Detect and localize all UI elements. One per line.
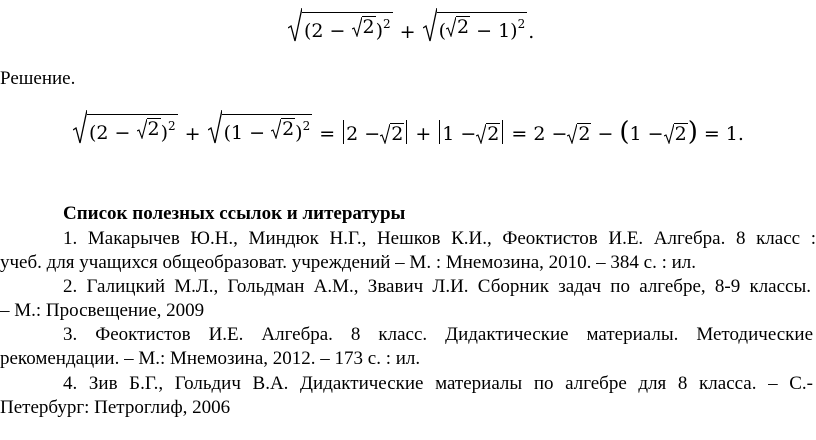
term-f-text: 1 − — [629, 123, 664, 145]
term-2-radicand: 2 — [457, 16, 470, 38]
sqrt-term-2 — [423, 8, 528, 42]
term-f-radicand: 2 — [674, 123, 687, 145]
sqrt-term-a — [73, 110, 178, 144]
radical-sign-icon — [208, 110, 222, 144]
sqrt-term-b — [208, 110, 313, 144]
solution-label: Решение. — [0, 68, 76, 89]
abs-d-text: 1 − — [442, 123, 477, 145]
ref-3-line-2: рекомендации. – М.: Мнемозина, 2012. – 173 с. : ил. — [0, 348, 421, 369]
radical-sign-icon — [423, 8, 437, 42]
term-e-text: 2 − — [533, 123, 568, 145]
period: . — [528, 21, 535, 43]
radical-sign-icon — [271, 119, 281, 139]
close-paren-icon: ) — [687, 116, 698, 147]
term-b-close: ) — [295, 122, 303, 144]
abs-d-radicand: 2 — [487, 123, 500, 145]
abs-c-radicand: 2 — [391, 123, 404, 145]
radical-sign-icon — [137, 119, 147, 139]
inner-sqrt — [380, 123, 404, 144]
minus-sign: − — [597, 123, 614, 145]
equals-sign: = — [319, 123, 336, 145]
term-1-radicand: 2 — [362, 16, 375, 38]
abs-c-text: 2 − — [346, 123, 381, 145]
inner-sqrt — [567, 123, 591, 144]
inner-sqrt — [664, 123, 688, 144]
term-b-radicand: 2 — [282, 118, 295, 140]
solution-expression — [72, 110, 744, 147]
term-a-close: ) — [160, 122, 169, 144]
abs-bar-icon — [406, 120, 407, 144]
ref-1-line-1: 1. Макарычев Ю.Н., Миндюк Н.Г., Нешков К.И., Феоктистов И.Е. Алгебра. 8 класс : — [63, 228, 816, 249]
inner-sqrt — [352, 16, 376, 37]
equals-sign: = — [703, 123, 720, 145]
problem-expression — [287, 8, 534, 42]
radical-sign-icon — [476, 124, 486, 144]
term-a-open: (2 − — [89, 122, 137, 144]
ref-4-line-2: Петербург: Петроглиф, 2006 — [0, 397, 231, 418]
radical-sign-icon — [446, 17, 456, 37]
term-2-exponent: 2 — [517, 17, 526, 31]
inner-sqrt — [446, 16, 470, 37]
inner-sqrt — [271, 118, 295, 139]
plus-sign: + — [184, 123, 201, 145]
radical-sign-icon — [352, 17, 362, 37]
term-2-close: − 1) — [470, 20, 518, 42]
term-1-exponent: 2 — [383, 17, 391, 31]
inner-sqrt — [476, 123, 500, 144]
radical-sign-icon — [567, 124, 577, 144]
ref-3-line-1: 3. Феоктистов И.Е. Алгебра. 8 класс. Дидактические материалы. Методические — [63, 324, 813, 345]
equals-sign: = — [511, 123, 528, 145]
term-e-radicand: 2 — [578, 123, 591, 145]
radical-sign-icon — [380, 124, 390, 144]
term-1-close: ) — [375, 20, 384, 42]
sqrt-term-1 — [288, 8, 393, 42]
term-1-open: (2 − — [304, 20, 352, 42]
radical-sign-icon — [664, 124, 674, 144]
ref-2-line-2: – М.: Просвещение, 2009 — [0, 300, 205, 321]
radical-sign-icon — [288, 8, 302, 42]
open-paren-icon: ( — [619, 116, 630, 147]
term-b-exponent: 2 — [302, 119, 311, 133]
radical-sign-icon — [73, 110, 87, 144]
references-heading: Список полезных ссылок и литературы — [63, 203, 406, 224]
inner-sqrt — [137, 118, 161, 139]
plus-sign: + — [399, 21, 416, 43]
abs-bar-icon — [343, 120, 344, 144]
term-2-open: ( — [438, 20, 446, 42]
term-a-radicand: 2 — [147, 118, 160, 140]
ref-2-line-1: 2. Галицкий М.Л., Гольдман А.М., Звавич Л.И. Сборник задач по алгебре, 8-9 классы. — [63, 276, 811, 297]
ref-1-line-2: учеб. для учащихся общеобразоват. учреждений – М. : Мнемозина, 2010. – 384 с. : ил. — [0, 252, 697, 273]
abs-bar-icon — [502, 120, 503, 144]
result: 1. — [725, 123, 744, 145]
ref-4-line-1: 4. Зив Б.Г., Гольдич В.А. Дидактические материалы по алгебре для 8 класса. – С.- — [63, 373, 813, 394]
abs-bar-icon — [439, 120, 440, 144]
plus-sign: + — [415, 123, 432, 145]
term-a-exponent: 2 — [168, 119, 176, 133]
term-b-open: (1 − — [223, 122, 272, 144]
